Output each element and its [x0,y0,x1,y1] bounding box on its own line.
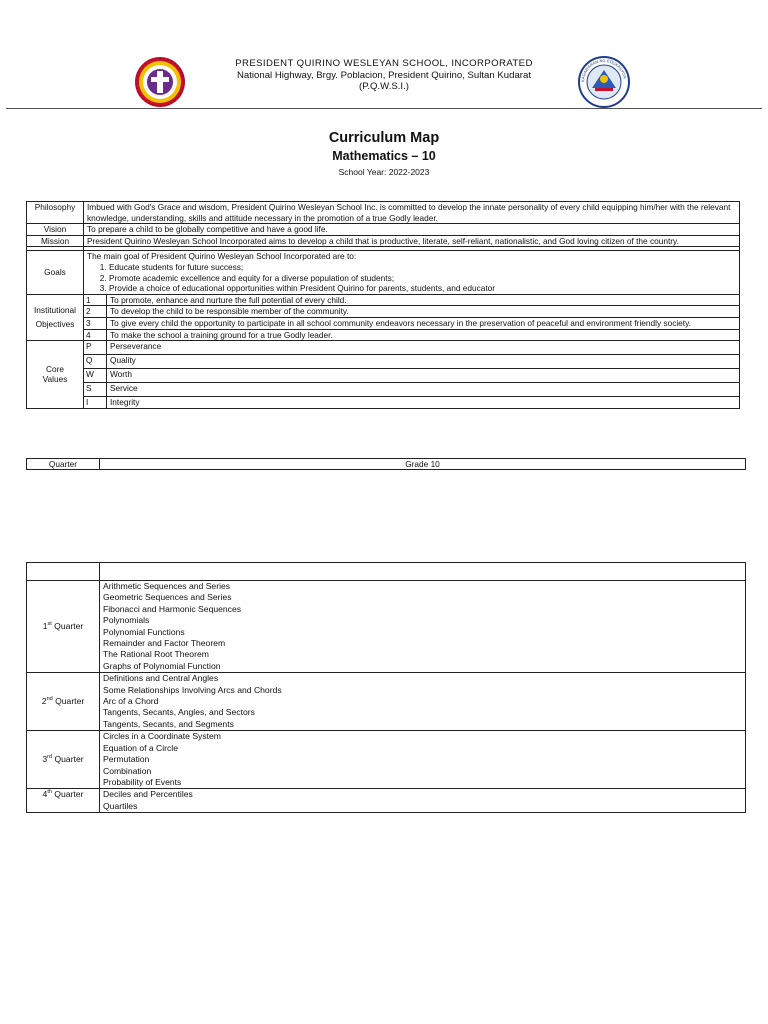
vision-label: Vision [27,224,84,236]
topic-item: Arc of a Chord [103,696,159,707]
seal-arc-text: KAGAWARAN NG EDUKASYON [579,57,628,83]
topic-item: Deciles and Percentiles [103,789,193,800]
topic-item: Polynomial Functions [103,626,185,637]
quarter-label: 4th Quarter [27,789,100,813]
quarter-row [27,673,746,731]
mission-text: President Quirino Wesleyan School Incorporated aims to develop a child that is productive, literate, self-reliant, nationalistic, and God loving citizen of the country. [84,235,740,247]
philosophy-label: Philosophy [27,202,84,224]
core-value-row [27,397,740,409]
mission-row [27,235,740,247]
objective-number: 3 [84,317,107,329]
objective-text: To develop the child to be responsible member of the community. [107,306,740,318]
deped-seal-logo [578,56,630,108]
topic-item: The Rational Root Theorem [103,649,209,660]
quarter-label: 1st Quarter [27,581,100,673]
letterhead [0,0,768,110]
topic-item: Tangents, Secants, Angles, and Sectors [103,707,255,718]
topic-item: Some Relationships Involving Arcs and Chords [103,684,282,695]
objective-number: 4 [84,329,107,341]
mission-label: Mission [27,235,84,247]
topic-item: Quartiles [103,800,138,811]
topic-item: Fibonacci and Harmonic Sequences [103,603,242,614]
school-info [200,58,568,93]
school-acronym: (P.Q.W.S.I.) [359,81,409,92]
objective-row [27,294,740,306]
quarter-label: 2nd Quarter [27,673,100,731]
school-name: PRESIDENT QUIRINO WESLEYAN SCHOOL, INCORPORATED [235,58,533,69]
objectives-label-line-2: Objectives [35,319,75,330]
goals-label: Goals [27,251,84,294]
quarter-grade-header-table [26,458,746,470]
core-value-text: Perseverance [107,341,740,355]
school-year: School Year: 2022-2023 [338,167,430,177]
core-values-label-line-2: Values [42,374,68,385]
topic-list [100,673,746,731]
goal-item: 2. Promote academic excellence and equity for a diverse population of students; [109,273,736,284]
topic-item: Geometric Sequences and Series [103,592,232,603]
topic-item: Remainder and Factor Theorem [103,638,226,649]
objective-number: 2 [84,306,107,318]
topic-item: Tangents, Secants, and Segments [103,718,234,729]
objective-row [27,329,740,341]
school-address: National Highway, Brgy. Poblacion, President Quirino, Sultan Kudarat [236,69,531,81]
topic-list [100,789,746,813]
core-value-row [27,355,740,369]
goal-item: 1. Educate students for future success; [109,262,736,273]
goals-list [87,262,736,294]
topic-item: Circles in a Coordinate System [103,731,221,742]
quarter-row [27,731,746,789]
topics-header-row [27,563,746,581]
objective-row [27,317,740,329]
topic-item: Permutation [103,754,150,765]
core-value-letter: P [84,341,107,355]
school-info-table [26,201,740,409]
core-value-letter: Q [84,355,107,369]
objective-row [27,306,740,318]
document-title: Curriculum Map [328,130,440,146]
vision-row [27,224,740,236]
core-value-text: Service [107,383,740,397]
core-value-row [27,383,740,397]
header-divider [6,108,762,109]
topic-item: Graphs of Polynomial Function [103,660,221,671]
philosophy-row [27,202,740,224]
quarter-row [27,581,746,673]
vision-text: To prepare a child to be globally competitive and have a good life. [84,224,740,236]
core-value-row [27,341,740,355]
grade-header-label: Grade 10 [100,459,746,470]
goals-row [27,251,740,294]
topic-list [100,731,746,789]
document-title-block [0,130,768,178]
topic-item: Probability of Events [103,776,182,787]
goal-item: 3. Provide a choice of educational opportunities within President Quirino for parents, students, and educator [109,283,736,294]
objective-number: 1 [84,294,107,306]
topic-item: Arithmetic Sequences and Series [103,581,231,591]
goals-cell [84,251,740,294]
school-seal-logo [134,56,186,108]
core-value-letter: W [84,369,107,383]
core-value-row [27,369,740,383]
goals-intro: The main goal of President Quirino Wesleyan School Incorporated are to: [87,251,357,262]
core-value-text: Quality [107,355,740,369]
quarter-topics-table [26,562,746,813]
objectives-label [27,294,84,340]
topic-item: Combination [103,765,152,776]
topic-item: Equation of a Circle [103,742,178,753]
quarter-label: 3rd Quarter [27,731,100,789]
objective-text: To promote, enhance and nurture the full potential of every child. [107,294,740,306]
philosophy-text: Imbued with God's Grace and wisdom, President Quirino Wesleyan School Inc. is committed to develop the innate personality of every child equipping him/her with the relevant knowledge, understanding, skills and attitude necessary in the promotion of a true Godly leader. [84,202,740,224]
topic-item: Polynomials [103,615,150,626]
core-value-letter: S [84,383,107,397]
quarter-row [27,789,746,813]
topic-item: Definitions and Central Angles [103,673,219,684]
quarter-header-row [27,459,746,470]
objective-text: To make the school a training ground for a true Godly leader. [107,329,740,341]
objectives-label-line-1: Institutional [34,304,76,315]
topic-list [100,581,746,673]
core-value-text: Integrity [107,397,740,409]
objective-text: To give every child the opportunity to participate in all school community endeavors necessary in the preservation of peaceful and environment friendly society. [107,317,740,329]
document-subject: Mathematics – 10 [332,149,436,163]
core-values-label-line-1: Core [46,363,64,374]
core-value-text: Worth [107,369,740,383]
core-values-label [27,341,84,409]
core-value-letter: I [84,397,107,409]
quarter-header-label: Quarter [27,459,100,470]
